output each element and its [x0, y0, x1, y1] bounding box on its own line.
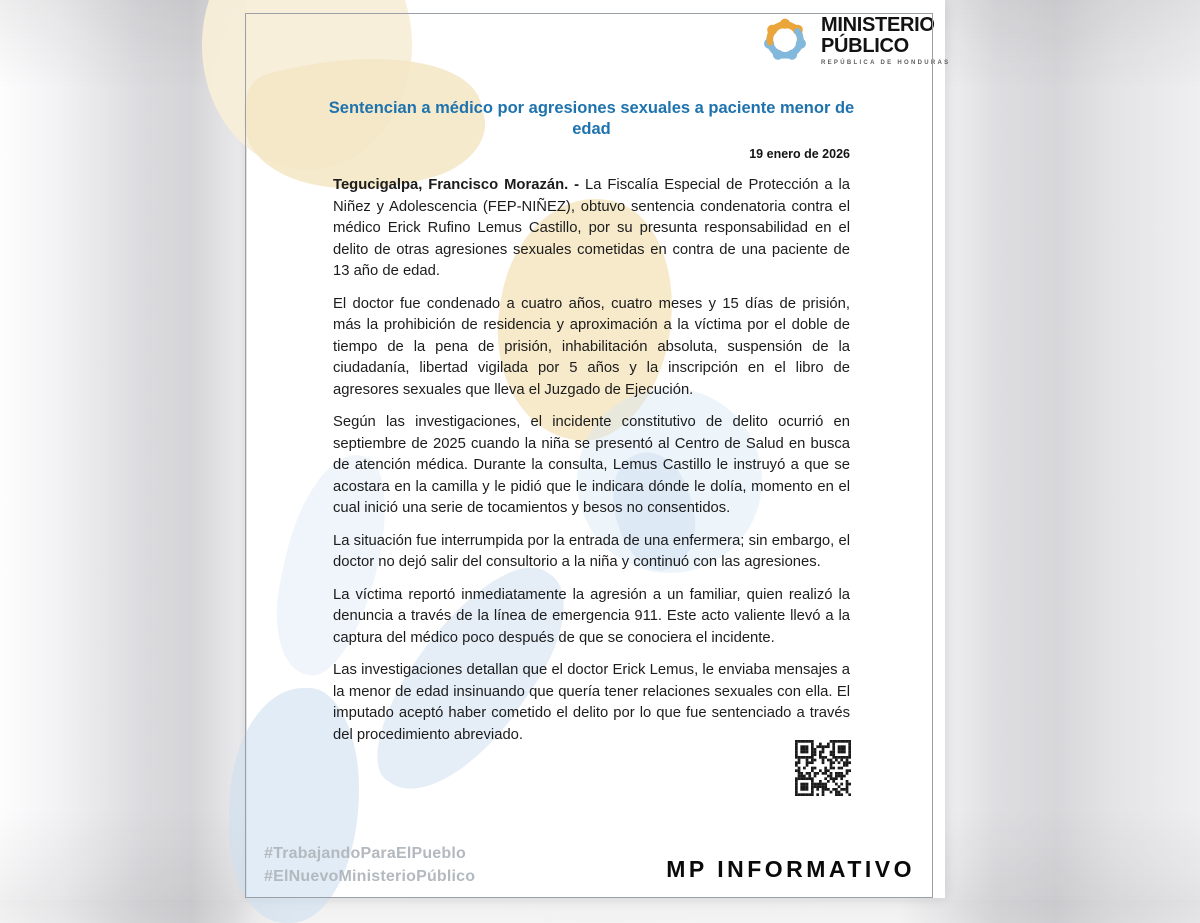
- logo-title-line1: MINISTERIO: [821, 14, 935, 36]
- paragraph: La situación fue interrumpida por la entrada de una enfermera; sin embargo, el doctor no dejó salir del consultorio a la niña y continuó con las agresiones.: [333, 532, 850, 570]
- paragraph: La víctima reportó inmediatamente la agresión a un familiar, quien realizó la denuncia a través de la línea de emergencia 911. Este acto valiente llevó a la captura del médico poco después de que se conociera el incidente.: [333, 586, 850, 646]
- article-title: Sentencian a médico por agresiones sexuales a paciente menor de edad: [328, 99, 855, 138]
- hashtag-2: #ElNuevoMinisterioPúblico: [264, 868, 476, 885]
- article-date: 19 enero de 2026: [749, 147, 850, 161]
- article: [328, 98, 855, 757]
- logo-title-line2: PÚBLICO: [821, 35, 909, 57]
- paragraph: Las investigaciones detallan que el doctor Erick Lemus, le enviaba mensajes a la menor de edad insinuando que quería tener relaciones sexuales con ella. El imputado aceptó haber cometido el delito por lo que fue sentenciado a través del procedimiento abreviado.: [333, 662, 850, 743]
- document-page: [247, 0, 951, 898]
- paragraph: El doctor fue condenado a cuatro años, cuatro meses y 15 días de prisión, más la prohibición de residencia y aproximación a la víctima por el doble de tiempo de la pena de prisión, inhabilitación absoluta, suspensión de la ciudadanía, libertad vigilada por 5 años y la inscripción en el libro de agresores sexuales que lleva el Juzgado de Ejecución.: [333, 295, 850, 398]
- mp-informativo-wordmark: MP INFORMATIVO: [666, 856, 915, 882]
- logo-text: [821, 11, 950, 66]
- logo-subtitle: REPÚBLICA DE HONDURAS: [821, 60, 951, 66]
- hashtag-1: #TrabajandoParaElPueblo: [264, 845, 466, 862]
- logo-people-ring-icon: [756, 11, 814, 69]
- qr-code: [795, 740, 851, 796]
- footer-hashtags: [264, 842, 475, 888]
- article-body: [333, 175, 850, 746]
- paragraph: Tegucigalpa, Francisco Morazán. - La Fiscalía Especial de Protección a la Niñez y Adolescencia (FEP-NIÑEZ), obtuvo sentencia condenatoria contra el médico Erick Rufino Lemus Castillo, por su presunta responsabilidad en el delito de otras agresiones sexuales cometidas en contra de una paciente de 13 año de edad.: [333, 177, 851, 279]
- mp-logo: [756, 11, 950, 69]
- paragraph: Según las investigaciones, el incidente constitutivo de delito ocurrió en septiembre de 2025 cuando la niña se presentó al Centro de Salud en busca de atención médica. Durante la consulta, Lemus Castillo le instruyó a que se acostara en la camilla y le pidió que le indicara dónde le dolía, momento en el cual inició una serie de tocamientos y besos no consentidos.: [333, 414, 850, 516]
